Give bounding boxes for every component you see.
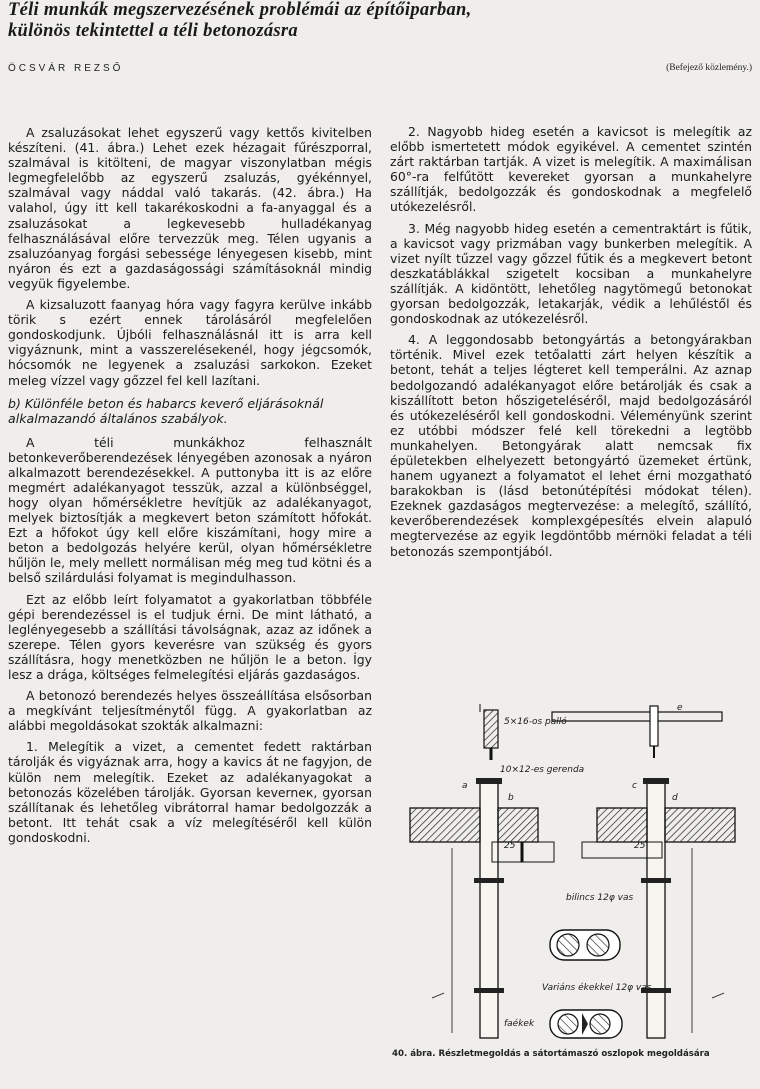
- technical-drawing: [392, 698, 754, 1046]
- letter-e: e: [677, 703, 683, 713]
- beam-detail: [552, 703, 722, 758]
- label-plank: 5×16-os palló: [504, 717, 567, 727]
- label-wedges: faékek: [504, 1019, 535, 1029]
- section-heading: b) Különféle beton és habarcs keverő eljárásoknál alkalmazandó általános szabályok.: [8, 395, 324, 427]
- label-variant: Variáns ékekkel 12φ vas: [542, 983, 652, 993]
- label-clamp: [566, 893, 634, 903]
- title-line-1: Téli munkák megszervezésének problémái az építőiparban,: [8, 0, 472, 20]
- letter-a-left: a: [462, 781, 468, 791]
- paragraph: A zsaluzásokat lehet egyszerű vagy kettős kivitelben készíteni. (41. ábra.) Lehet ezek hézagait fűrészporral, szalmával is kitölteni, de magyar viszonylatban mégis legmegfelelőbb az egyszerű zsaluzás, gyékénnyel, szalmával vagy náddal való takarás. (42. ábra.) Ha valahol, úgy itt kell takarékoskodni a fa-anyaggal és a zsaluzásokat a legkevesebb hulladékanyag felhasználásával előre tervezzük meg. Télen ugyanis a zsaluzóanyag forgási sebessége lényegesen kisebb, mint nyáron és ezt a gazdaságossági számításoknál mindig vegyük figyelembe.: [8, 125, 372, 291]
- title-line-2: különös tekintettel a téli betonozásra: [8, 21, 298, 41]
- paragraph: 4. A leggondosabb betongyártás a betongyárakban történik. Mivel ezek tetőalatti zárt helyen készítik a betont, tehát a teljes légteret kell temperálni. Az aznap bedolgozandó adalékanyagot előre betárolják és csak a kiszállított beton hőszigeteléséről, majd bedolgozásáról és utókezeléséről kell gondoskodni. Véleményünk szerint ez utóbbi módszer felé kell törekedni a legtöbb munkahelyen. Betongyárak alatt nemcsak fix épületekben elhelyezett betongyártó üzemeket értünk, hanem ugyanezt a folyamatot el lehet érni mozgatható barakokban is (lásd betonútépítési módokat télen). Ezeknek gazdaságos megtervezése: a melegítő, szállító, keverőberendezések komplexgépesítés elvein alapuló megtervezése az egyik legdöntőbb mérnöki feladat a téli betonozás szempontjából.: [390, 332, 752, 559]
- paragraph: Ezt az előbb leírt folyamatot a gyakorlatban többféle gépi berendezéssel is el tudjuk érni. De mint látható, a leglényegesebb a szállítási távolságnak, azaz az időnek a szerepe. Télen gyors keverésre van szükség és gyors szállításra, hogy menetközben ne hűljön le a beton. Így lesz a drága, költséges felmelegítési eljárás gazdaságos.: [8, 591, 372, 682]
- article-title: [8, 0, 753, 42]
- letter-b: b: [508, 793, 514, 803]
- paragraph: 2. Nagyobb hideg esetén a kavicsot is melegítik az előbb ismertetett módok egyikével. A cementet szintén zárt raktárban tartják. A vizet is melegítik. A maximálisan 60°-ra felfűtött kevereket gyorsan a munkahelyre szállítják, bedolgozzák és gondoskodnak a megfelelő utókezelésről.: [390, 124, 752, 215]
- right-column: [390, 124, 752, 565]
- author-name: ÖCSVÁR REZSŐ: [8, 63, 124, 74]
- label-clamp-text: bilincs 12φ vas: [566, 893, 634, 903]
- letter-d: d: [672, 793, 678, 803]
- label-beam: 10×12-es gerenda: [500, 765, 585, 775]
- dim-25-right: 25: [634, 841, 646, 851]
- continuation-note: (Befejező közlemény.): [666, 63, 752, 73]
- paragraph: A téli munkákhoz felhasznált betonkeverőberendezések lényegében azonosak a nyáron alkalmazott berendezésekkel. A puttonyba itt is az előre megmért adalékanyagot tesszük, azzal a különbséggel, hogy olyan hőmérsékletre hevítjük az adalékanyagot, melyek biztosítják a megkevert beton számított hőfokát. Ezt a hőfokot úgy kell előre kiszámítani, hogy mire a beton a bedolgozás helyére kerül, olyan hőmérsékletre hűljön le, mely mellett normálisan még meg tud kötni és a belső szilárdulási folyamat is megindulhasson.: [8, 434, 372, 586]
- clamp-detail: [550, 893, 634, 960]
- paragraph: A kizsaluzott faanyag hóra vagy fagyra kerülve inkább törik s ezért ennek tárolásáról megfelelően gondoskodjunk. Újbóli felhasználásnál itt is arra kell vigyáznunk, mint a vasszerelésekenél, hogy jégcsomók, hócsomók ne legyenek a zsaluzási sarkokon. Ezeket meleg vízzel vagy gőzzel fel kell lazítani.: [8, 297, 372, 388]
- dim-25-left: 25: [504, 841, 516, 851]
- wedge-clamp-detail: [504, 982, 652, 1038]
- paragraph: A betonozó berendezés helyes összeállítása elsősorban a megkívánt teljesítménytől függ. A gyakorlatban az alábbi megoldásokat szokták alkalmazni:: [8, 688, 372, 734]
- letter-c: c: [632, 781, 637, 791]
- left-column: [8, 125, 372, 851]
- figure-caption: 40. ábra. Részletmegoldás a sátortámaszó oszlopok megoldására: [392, 1049, 710, 1059]
- figure-40-drawing: [392, 698, 754, 1046]
- paragraph: 1. Melegítik a vizet, a cementet fedett raktárban tárolják és vigyáznak arra, hogy a kavics át ne fagyjon, de külön nem melegítik. Ezeket az adalékanyagokat a betonozás közelében tárolják. Gyorsan keverneк, gyorsan szállítanak és lehetőleg vibrátorral hamar bedolgozzák a betont. Itt tehát csak a víz melegítéséről kell külön gondoskodni.: [8, 739, 372, 845]
- paragraph: 3. Még nagyobb hideg esetén a cementraktárt is fűtik, a kavicsot vagy prizmában vagy bunkerben melegítik. A vizet nyílt tűzzel vagy gőzzel fűtik és a megkevert betont deszkatáblákkal szigetelt kocsiban a munkahelyre szállítják. A kidöntött, lehetőleg nagytömegű betonokat gyorsan bedolgozzák, letakarják, védik a lehűléstől és gondoskodnak az utókezelésről.: [390, 220, 752, 327]
